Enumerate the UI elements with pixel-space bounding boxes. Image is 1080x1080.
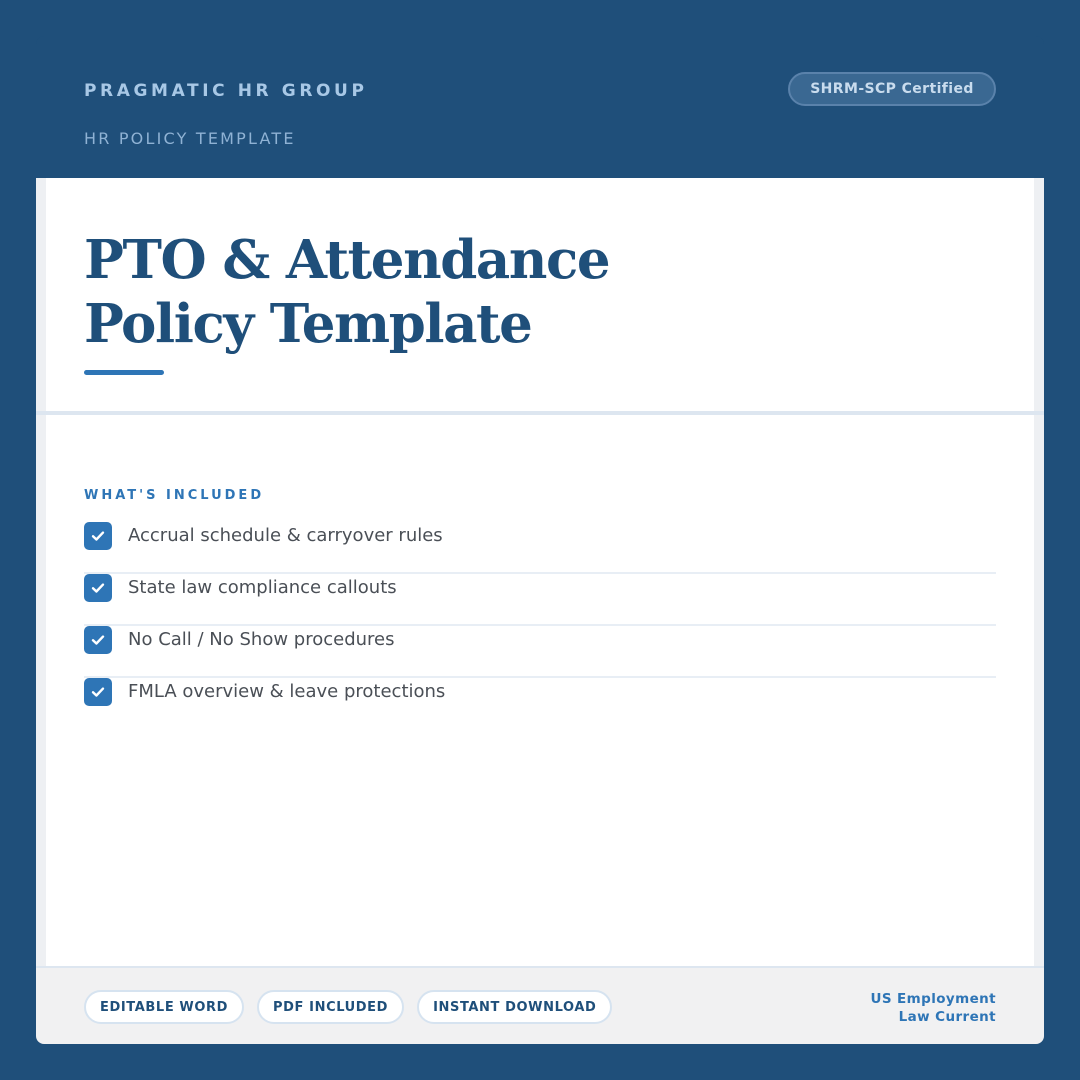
compliance-note-line-2: Law Current [898, 1009, 996, 1025]
format-tags [84, 990, 612, 1024]
feature-text: Accrual schedule & carryover rules [128, 525, 443, 546]
list-item [84, 678, 996, 730]
title-line-1: PTO & Attendance [84, 229, 610, 291]
list-item [84, 574, 996, 626]
checkmark-icon [84, 522, 112, 550]
feature-text: State law compliance callouts [128, 577, 397, 598]
checkmark-icon [84, 678, 112, 706]
tag-instant-download: INSTANT DOWNLOAD [417, 990, 612, 1024]
title-line-2: Policy Template [84, 293, 532, 355]
template-category: HR POLICY TEMPLATE [84, 129, 296, 148]
list-item [84, 522, 996, 574]
feature-list [84, 522, 996, 730]
title-underline [84, 370, 164, 375]
tag-pdf-included: PDF INCLUDED [257, 990, 404, 1024]
checkmark-icon [84, 626, 112, 654]
section-divider [36, 411, 1044, 415]
card-header [36, 36, 1044, 178]
section-label: WHAT'S INCLUDED [84, 488, 265, 503]
card-body [36, 178, 1044, 966]
feature-text: No Call / No Show procedures [128, 629, 395, 650]
checkmark-icon [84, 574, 112, 602]
card-footer [36, 966, 1044, 1044]
brand-name: PRAGMATIC HR GROUP [84, 81, 368, 101]
compliance-note [870, 990, 996, 1026]
tag-editable-word: EDITABLE WORD [84, 990, 244, 1024]
policy-card [36, 36, 1044, 1044]
compliance-note-line-1: US Employment [870, 991, 996, 1007]
feature-text: FMLA overview & leave protections [128, 681, 446, 702]
page-title [84, 228, 784, 356]
list-item [84, 626, 996, 678]
certification-badge: SHRM-SCP Certified [788, 72, 996, 106]
